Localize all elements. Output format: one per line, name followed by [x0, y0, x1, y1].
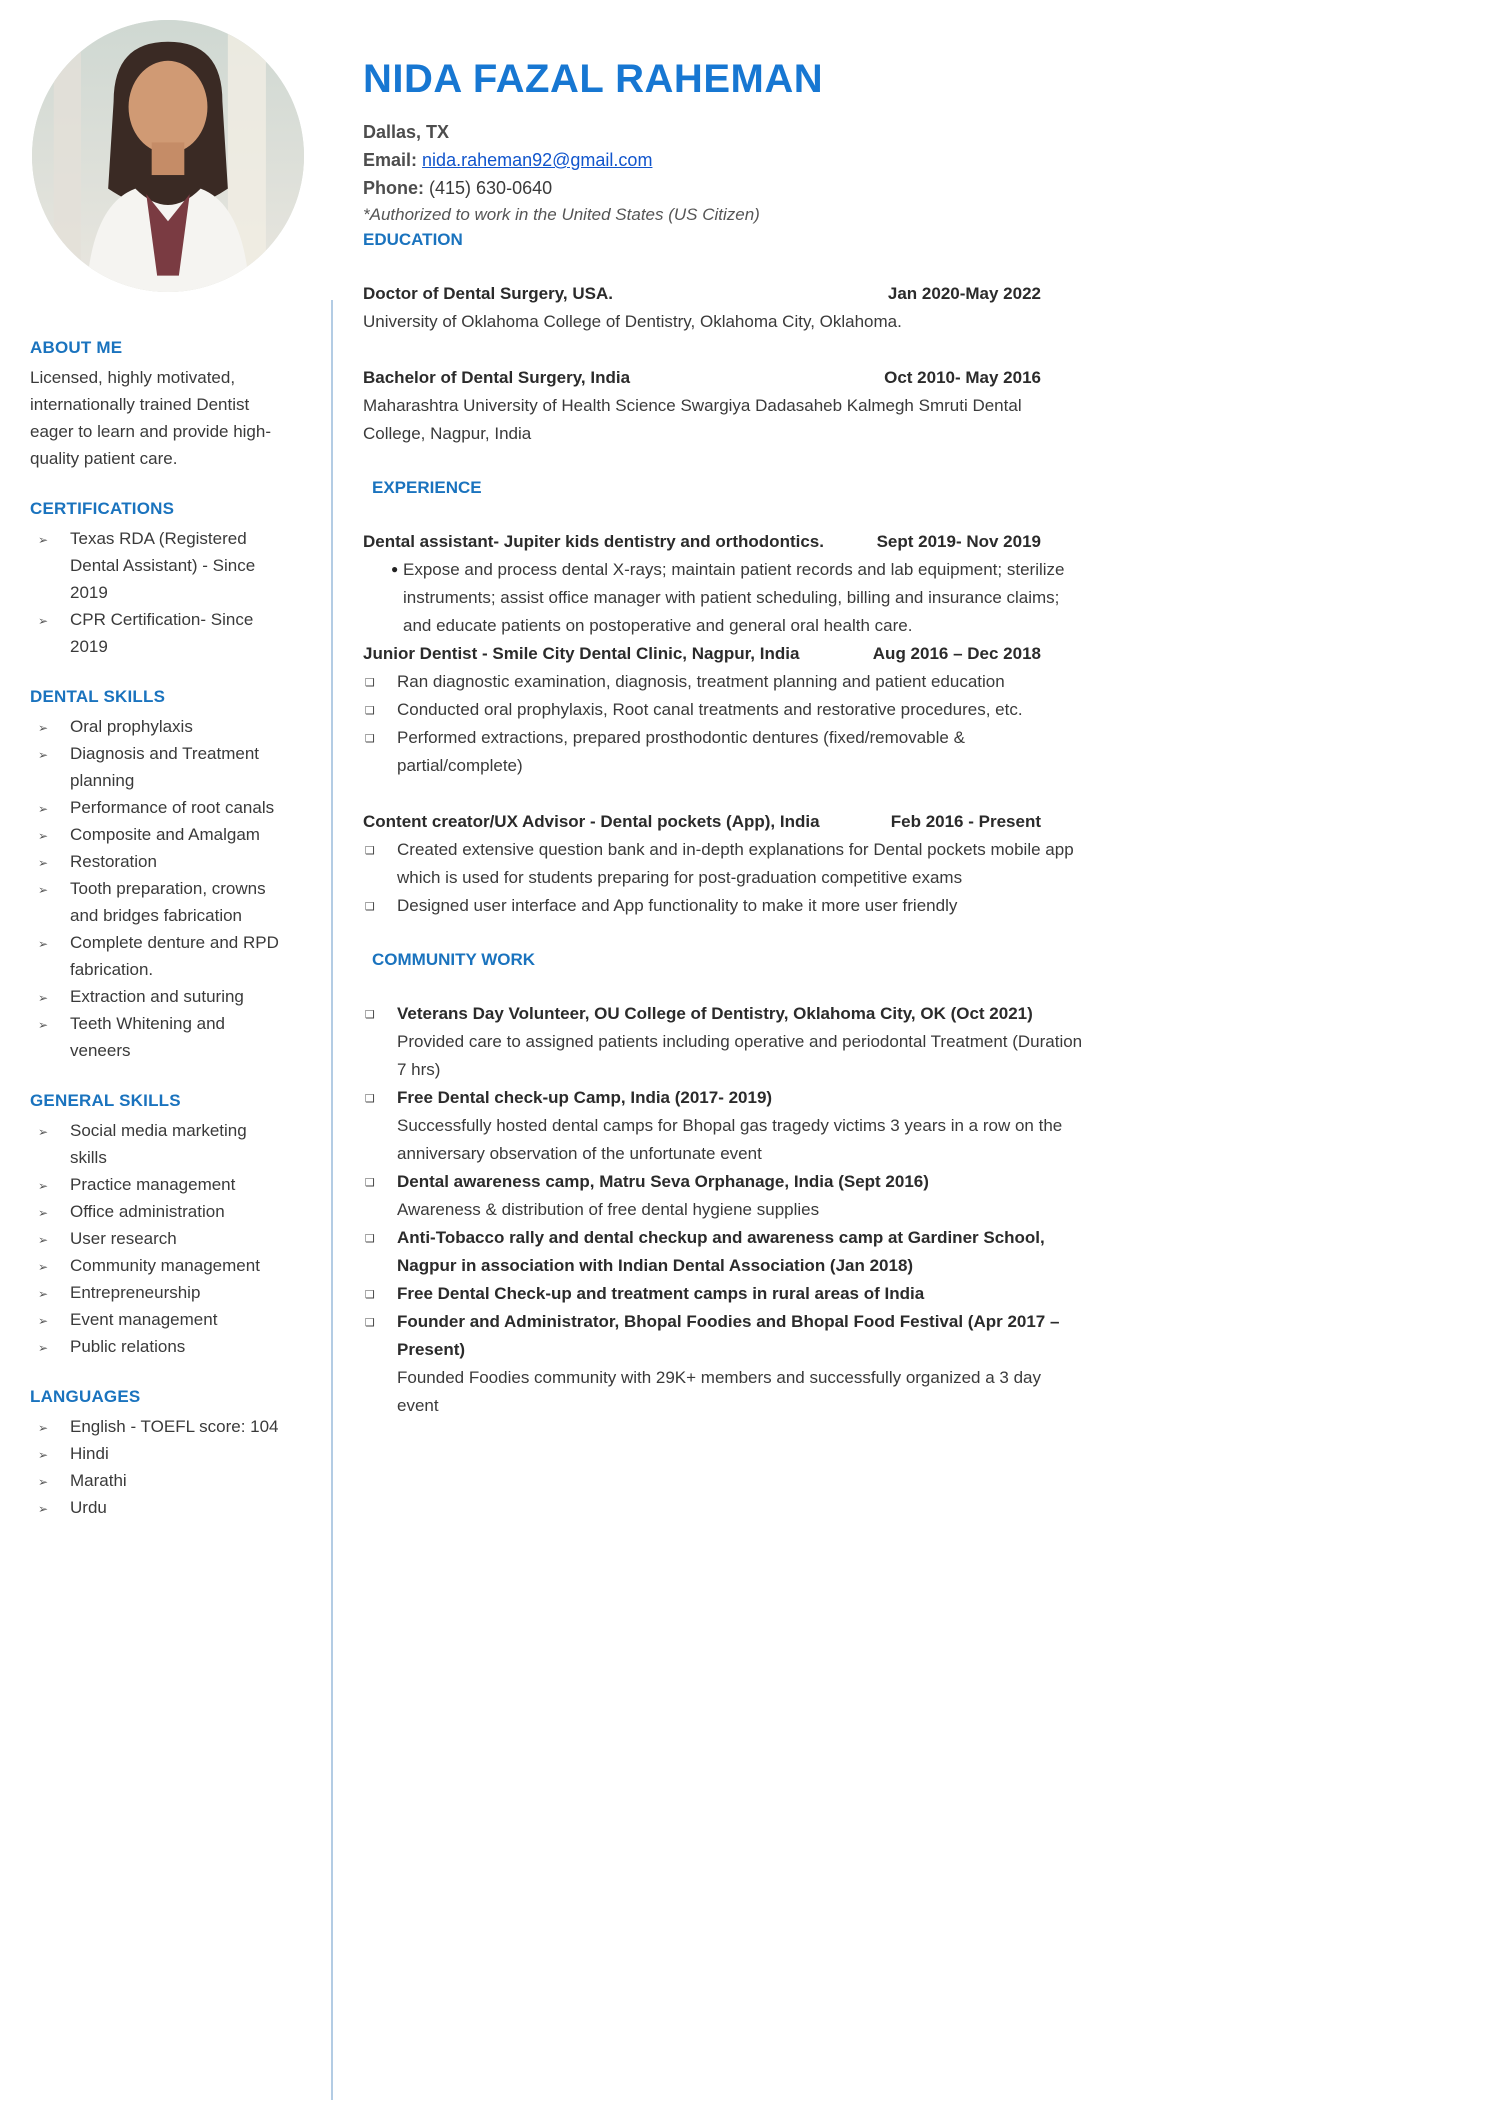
- job-dates: Feb 2016 - Present: [890, 812, 1041, 831]
- arrow-bullet-icon: ➢: [38, 1475, 49, 1489]
- job-bullet: [363, 668, 1085, 696]
- profile-photo: [32, 20, 304, 292]
- community-item-detail: Successfully hosted dental camps for Bhopal gas tragedy victims 3 years in a row on the anniversary observation of the unfortunate event: [397, 1116, 1063, 1163]
- community-item-heading-row: [363, 1280, 1085, 1308]
- community-item-heading-row: [363, 1084, 1085, 1112]
- work-authorization-note: *Authorized to work in the United States (US Citizen): [363, 205, 760, 224]
- list-item: [30, 1010, 282, 1064]
- job-bullet-text: Created extensive question bank and in-depth explanations for Dental pockets mobile app which is used for students preparing for post-graduation competitive exams: [397, 840, 1074, 887]
- job-entry-header: [363, 528, 1085, 556]
- school: Maharashtra University of Health Science Swargiya Dadasaheb Kalmegh Smruti Dental College, Nagpur, India: [363, 396, 1022, 443]
- list-item: [30, 525, 282, 606]
- job-entry-header: [363, 808, 1085, 836]
- list-item-label: Complete denture and RPD fabrication.: [70, 933, 279, 979]
- dental-skills-list: [30, 713, 282, 1064]
- square-bullet-icon: ❑: [365, 677, 375, 689]
- list-item: [30, 821, 282, 848]
- dental-skills-section: [30, 687, 282, 1064]
- arrow-bullet-icon: ➢: [38, 533, 49, 547]
- list-item-label: Hindi: [70, 1444, 109, 1463]
- list-item-label: Social media marketing skills: [70, 1121, 247, 1167]
- education-entry: [363, 280, 1085, 336]
- experience-section-title: EXPERIENCE: [372, 478, 482, 497]
- list-item-label: Entrepreneurship: [70, 1283, 201, 1302]
- list-item: [30, 606, 282, 660]
- community-item-detail: Provided care to assigned patients including operative and periodontal Treatment (Duration 7 hrs): [397, 1032, 1083, 1079]
- list-item: [30, 1413, 282, 1440]
- education-entry-header: [363, 280, 1085, 308]
- arrow-bullet-icon: ➢: [38, 1260, 49, 1274]
- square-bullet-icon: ❑: [365, 1233, 375, 1245]
- square-bullet-icon: ❑: [365, 1009, 375, 1021]
- sidebar: [30, 20, 330, 2121]
- general-skills-section: [30, 1091, 282, 1360]
- list-item: [30, 848, 282, 875]
- list-item-label: Composite and Amalgam: [70, 825, 260, 844]
- community-item-heading: Anti-Tobacco rally and dental checkup and awareness camp at Gardiner School, Nagpur in association with Indian Dental Association (Jan 2018): [397, 1228, 1045, 1275]
- list-item: [30, 1333, 282, 1360]
- school: University of Oklahoma College of Dentistry, Oklahoma City, Oklahoma.: [363, 312, 902, 331]
- community-item: [363, 1280, 1085, 1308]
- list-item-label: Community management: [70, 1256, 260, 1275]
- arrow-bullet-icon: ➢: [38, 721, 49, 735]
- community-item-heading: Free Dental Check-up and treatment camps in rural areas of India: [397, 1284, 925, 1303]
- list-item-label: Marathi: [70, 1471, 127, 1490]
- languages-list: [30, 1413, 282, 1521]
- job-entry: [363, 528, 1085, 640]
- arrow-bullet-icon: ➢: [38, 937, 49, 951]
- job-bullet-text: Conducted oral prophylaxis, Root canal treatments and restorative procedures, etc.: [397, 700, 1023, 719]
- arrow-bullet-icon: ➢: [38, 1125, 49, 1139]
- list-item: [30, 1198, 282, 1225]
- community-item: [363, 1168, 1085, 1224]
- community-item-detail: Founded Foodies community with 29K+ members and successfully organized a 3 day event: [397, 1368, 1041, 1415]
- job-bullet: [363, 556, 1085, 640]
- square-bullet-icon: ❑: [365, 705, 375, 717]
- job-dates: Sept 2019- Nov 2019: [876, 532, 1041, 551]
- list-item: [30, 1252, 282, 1279]
- arrow-bullet-icon: ➢: [38, 829, 49, 843]
- square-bullet-icon: ❑: [365, 845, 375, 857]
- arrow-bullet-icon: ➢: [38, 802, 49, 816]
- list-item: [30, 983, 282, 1010]
- arrow-bullet-icon: ➢: [38, 1287, 49, 1301]
- arrow-bullet-icon: ➢: [38, 1179, 49, 1193]
- arrow-bullet-icon: ➢: [38, 856, 49, 870]
- arrow-bullet-icon: ➢: [38, 1314, 49, 1328]
- community-item-heading-row: [363, 1224, 1085, 1280]
- arrow-bullet-icon: ➢: [38, 883, 49, 897]
- arrow-bullet-icon: ➢: [38, 1421, 49, 1435]
- list-item-label: Urdu: [70, 1498, 107, 1517]
- list-item-label: Performance of root canals: [70, 798, 275, 817]
- main-column: [363, 20, 1085, 2121]
- about-text: Licensed, highly motivated, internationally trained Dentist eager to learn and provide high-quality patient care.: [30, 368, 271, 468]
- community-item: [363, 1084, 1085, 1168]
- job-entry-header: [363, 640, 1085, 668]
- community-list: [363, 1000, 1085, 1420]
- education-dates: Jan 2020-May 2022: [887, 284, 1041, 303]
- column-divider: [331, 300, 333, 2100]
- general-skills-title: GENERAL SKILLS: [30, 1091, 181, 1110]
- arrow-bullet-icon: ➢: [38, 614, 49, 628]
- community-section-title: COMMUNITY WORK: [372, 950, 536, 969]
- education-section-title: EDUCATION: [363, 230, 463, 249]
- languages-section: [30, 1387, 282, 1521]
- dental-skills-title: DENTAL SKILLS: [30, 687, 166, 706]
- education-entry-header: [363, 364, 1085, 392]
- list-item-label: Restoration: [70, 852, 157, 871]
- list-item-label: Office administration: [70, 1202, 225, 1221]
- degree: Doctor of Dental Surgery, USA.: [363, 284, 613, 303]
- arrow-bullet-icon: ➢: [38, 991, 49, 1005]
- list-item: [30, 713, 282, 740]
- profile-photo-illustration: [32, 20, 304, 292]
- about-section: [30, 338, 282, 472]
- about-title: ABOUT ME: [30, 338, 123, 357]
- list-item: [30, 1279, 282, 1306]
- phone-number: (415) 630-0640: [429, 178, 553, 198]
- community-item-heading: Free Dental check-up Camp, India (2017- 2019): [397, 1088, 773, 1107]
- square-bullet-icon: ❑: [365, 1177, 375, 1189]
- list-item-label: Tooth preparation, crowns and bridges fabrication: [70, 879, 266, 925]
- general-skills-list: [30, 1117, 282, 1360]
- square-bullet-icon: ❑: [365, 1093, 375, 1105]
- community-item-heading-row: [363, 1000, 1085, 1028]
- job-bullet-text: Designed user interface and App functionality to make it more user friendly: [397, 896, 958, 915]
- list-item-label: Texas RDA (Registered Dental Assistant) - Since 2019: [70, 529, 256, 602]
- list-item: [30, 1440, 282, 1467]
- square-bullet-icon: ❑: [365, 1317, 375, 1329]
- list-item-label: English - TOEFL score: 104: [70, 1417, 279, 1436]
- list-item: [30, 1306, 282, 1333]
- email-line: [363, 146, 1085, 174]
- community-item: [363, 1000, 1085, 1084]
- phone-label: Phone:: [363, 178, 424, 198]
- community-item-heading-row: [363, 1168, 1085, 1196]
- square-bullet-icon: ❑: [365, 901, 375, 913]
- arrow-bullet-icon: ➢: [38, 1502, 49, 1516]
- location: Dallas, TX: [363, 122, 450, 142]
- arrow-bullet-icon: ➢: [38, 1233, 49, 1247]
- job-dates: Aug 2016 – Dec 2018: [872, 644, 1041, 663]
- list-item-label: Extraction and suturing: [70, 987, 244, 1006]
- community-item-heading: Founder and Administrator, Bhopal Foodies and Bhopal Food Festival (Apr 2017 – Present): [397, 1312, 1060, 1359]
- job-entry: [363, 808, 1085, 920]
- list-item-label: CPR Certification- Since 2019: [70, 610, 254, 656]
- certifications-list: [30, 525, 282, 660]
- arrow-bullet-icon: ➢: [38, 748, 49, 762]
- list-item: [30, 1494, 282, 1521]
- community-item-heading-row: [363, 1308, 1085, 1364]
- phone-line: [363, 174, 1085, 202]
- list-item: [30, 1467, 282, 1494]
- list-item: [30, 875, 282, 929]
- square-bullet-icon: ❑: [365, 733, 375, 745]
- job-role: Content creator/UX Advisor - Dental pockets (App), India: [363, 812, 820, 831]
- dot-bullet-icon: ●: [391, 562, 399, 576]
- list-item-label: User research: [70, 1229, 177, 1248]
- certifications-section: [30, 499, 282, 660]
- community-item-heading: Dental awareness camp, Matru Seva Orphanage, India (Sept 2016): [397, 1172, 929, 1191]
- community-item: [363, 1308, 1085, 1420]
- certifications-title: CERTIFICATIONS: [30, 499, 175, 518]
- education-dates: Oct 2010- May 2016: [884, 368, 1041, 387]
- list-item: [30, 1117, 282, 1171]
- job-bullet: [363, 836, 1085, 892]
- job-bullet: [363, 892, 1085, 920]
- list-item-label: Practice management: [70, 1175, 236, 1194]
- candidate-name: NIDA FAZAL RAHEMAN: [363, 57, 824, 101]
- arrow-bullet-icon: ➢: [38, 1341, 49, 1355]
- list-item-label: Event management: [70, 1310, 218, 1329]
- job-entry: [363, 640, 1085, 780]
- list-item-label: Teeth Whitening and veneers: [70, 1014, 225, 1060]
- community-item-detail: Awareness & distribution of free dental hygiene supplies: [397, 1200, 820, 1219]
- degree: Bachelor of Dental Surgery, India: [363, 368, 631, 387]
- email-label: Email:: [363, 150, 418, 170]
- list-item: [30, 1171, 282, 1198]
- job-bullet: [363, 696, 1085, 724]
- education-entry: [363, 364, 1085, 448]
- job-bullet-text: Performed extractions, prepared prosthodontic dentures (fixed/removable & partial/complete): [397, 728, 965, 775]
- languages-title: LANGUAGES: [30, 1387, 141, 1406]
- list-item: [30, 794, 282, 821]
- arrow-bullet-icon: ➢: [38, 1206, 49, 1220]
- arrow-bullet-icon: ➢: [38, 1448, 49, 1462]
- list-item: [30, 929, 282, 983]
- email-link[interactable]: nida.raheman92@gmail.com: [422, 150, 653, 170]
- job-role: Dental assistant- Jupiter kids dentistry and orthodontics.: [363, 532, 824, 551]
- list-item: [30, 740, 282, 794]
- job-bullet-text: Ran diagnostic examination, diagnosis, treatment planning and patient education: [397, 672, 1005, 691]
- list-item-label: Public relations: [70, 1337, 186, 1356]
- job-bullet-text: Expose and process dental X-rays; maintain patient records and lab equipment; sterilize instruments; assist office manager with patient scheduling, billing and insurance claims; and educate patients on postoperative and general oral health care.: [403, 560, 1065, 635]
- list-item-label: Oral prophylaxis: [70, 717, 193, 736]
- job-bullet: [363, 724, 1085, 780]
- list-item-label: Diagnosis and Treatment planning: [70, 744, 259, 790]
- square-bullet-icon: ❑: [365, 1289, 375, 1301]
- community-item-heading: Veterans Day Volunteer, OU College of Dentistry, Oklahoma City, OK (Oct 2021): [397, 1004, 1033, 1023]
- community-item: [363, 1224, 1085, 1280]
- list-item: [30, 1225, 282, 1252]
- job-role: Junior Dentist - Smile City Dental Clinic, Nagpur, India: [363, 644, 800, 663]
- arrow-bullet-icon: ➢: [38, 1018, 49, 1032]
